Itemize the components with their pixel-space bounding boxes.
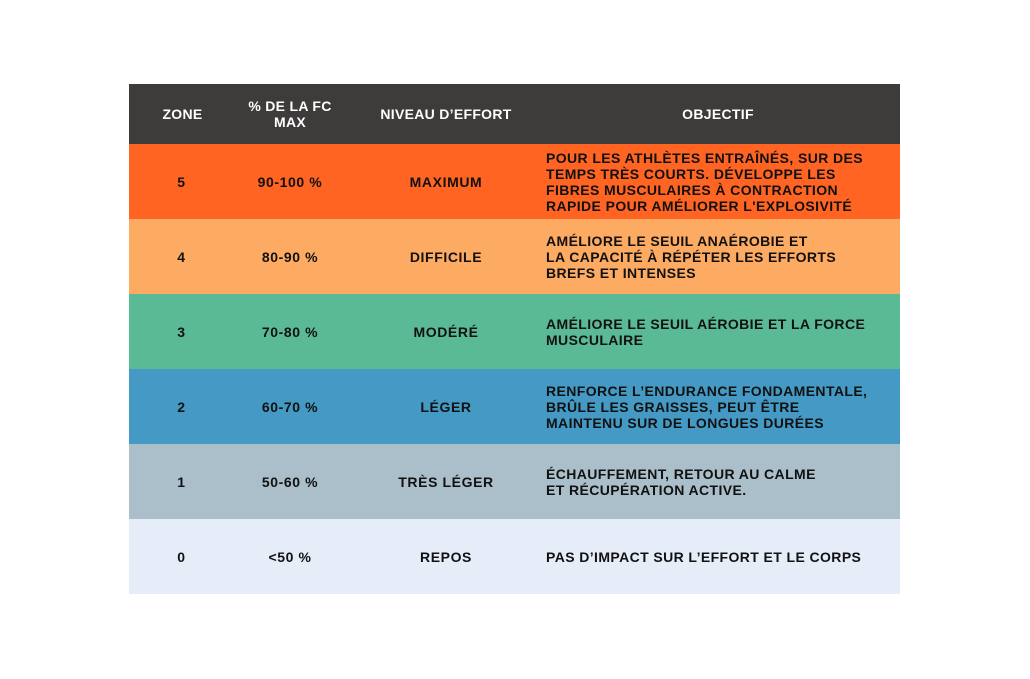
table-row xyxy=(129,294,900,369)
effort-level: MODÉRÉ xyxy=(413,323,479,340)
hr-max-percent: 90-100 % xyxy=(257,173,323,190)
zone-number: 2 xyxy=(177,398,186,415)
hr-max-percent: 60-70 % xyxy=(261,398,319,415)
effort-level: DIFFICILE xyxy=(409,248,483,265)
header-objective: OBJECTIF xyxy=(682,106,754,122)
objective xyxy=(546,383,900,431)
objective xyxy=(546,466,900,498)
zone-number: 0 xyxy=(177,548,186,565)
effort-level: REPOS xyxy=(419,548,472,565)
hr-max-percent: 80-90 % xyxy=(261,248,319,265)
objective xyxy=(546,150,900,214)
objective-line: LA CAPACITÉ À RÉPÉTER LES EFFORTS xyxy=(546,248,837,265)
objective-line: FIBRES MUSCULAIRES À CONTRACTION xyxy=(546,181,839,198)
objective-line: AMÉLIORE LE SEUIL ANAÉROBIE ET xyxy=(546,232,808,249)
hr-max-percent: 70-80 % xyxy=(261,323,319,340)
table-row xyxy=(129,369,900,444)
hr-max-percent: <50 % xyxy=(268,548,312,565)
hr-max-percent: 50-60 % xyxy=(261,473,319,490)
objective-line: TEMPS TRÈS COURTS. DÉVELOPPE LES xyxy=(546,165,836,182)
objective-line: AMÉLIORE LE SEUIL AÉROBIE ET LA FORCE xyxy=(546,315,866,332)
header-zone: ZONE xyxy=(162,106,203,122)
header-effort-level: NIVEAU D’EFFORT xyxy=(380,106,512,122)
objective-line: ET RÉCUPÉRATION ACTIVE. xyxy=(546,481,747,498)
objective-line: BRÛLE LES GRAISSES, PEUT ÊTRE xyxy=(546,398,800,415)
objective-line: RENFORCE L’ENDURANCE FONDAMENTALE, xyxy=(546,382,868,399)
objective-line: PAS D’IMPACT SUR L’EFFORT ET LE CORPS xyxy=(546,548,862,565)
objective xyxy=(546,316,900,348)
objective-line: MAINTENU SUR DE LONGUES DURÉES xyxy=(546,414,825,431)
zone-number: 1 xyxy=(177,473,186,490)
effort-level: LÉGER xyxy=(420,398,472,415)
objective-line: MUSCULAIRE xyxy=(546,331,644,348)
table-row xyxy=(129,519,900,594)
effort-level: MAXIMUM xyxy=(409,173,483,190)
objective xyxy=(546,549,900,565)
table-row xyxy=(129,444,900,519)
objective-line: ÉCHAUFFEMENT, RETOUR AU CALME xyxy=(546,465,816,482)
objective-line: BREFS ET INTENSES xyxy=(546,264,696,281)
heart-rate-zone-table xyxy=(129,84,900,594)
effort-level: TRÈS LÉGER xyxy=(398,473,494,490)
zone-number: 4 xyxy=(177,248,186,265)
zone-number: 5 xyxy=(177,173,186,190)
objective-line: POUR LES ATHLÈTES ENTRAÎNÉS, SUR DES xyxy=(546,149,863,166)
table-row xyxy=(129,219,900,294)
table-header-row xyxy=(129,84,900,144)
objective xyxy=(546,233,900,281)
zone-number: 3 xyxy=(177,323,186,340)
table-row xyxy=(129,144,900,219)
objective-line: RAPIDE POUR AMÉLIORER L'EXPLOSIVITÉ xyxy=(546,197,853,214)
header-hr-max-percent: % DE LA FC MAX xyxy=(248,98,332,130)
